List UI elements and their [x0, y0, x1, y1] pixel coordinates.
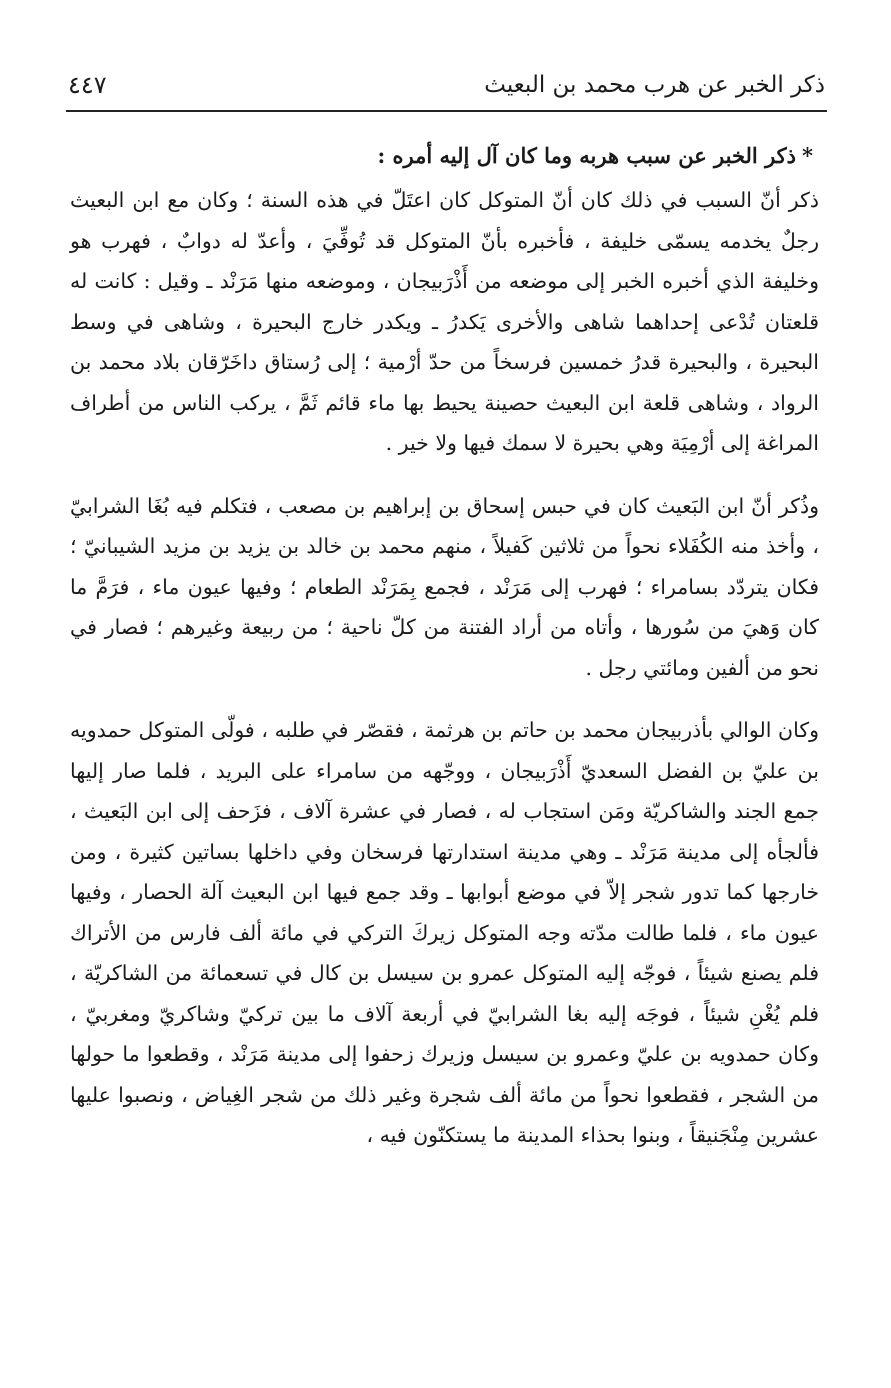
header-rule [66, 110, 827, 112]
asterisk-marker: * [802, 143, 813, 168]
page-number: ٤٤٧ [68, 71, 107, 99]
paragraph-3: وكان الوالي بأذربيجان محمد بن حاتم بن هرثمة ، فقصّر في طلبه ، فولّى المتوكل حمدويه بن عليّ بن الفضل السعديّ أَذْرَبيجان ، ووجّهه من سامراء على البريد ، فلما صار إليها جمع الجند والشاكريّة ومَن استجاب له ، فصار في عشرة آلاف ، فزَحف إلى ابن البَعيث ، فألجأه إلى مدينة مَرَنْد ـ وهي مدينة استدارتها فرسخان وفي داخلها بساتين كثيرة ، ومن خارجها كما تدور شجر إلاّ في موضع أبوابها ـ وقد جمع فيها ابن البعيث آلة الحصار ، وفيها عيون ماء ، فلما طالت مدّته وجه المتوكل زيركَ التركي في مائة ألف فارس من الأتراك فلم يصنع شيئاً ، فوجّه إليه المتوكل عمرو بن سيسل بن كال في تسعمائة من الشاكريّة ، فلم يُغْنِ شيئاً ، فوجَه إليه بغا الشرابيّ في أربعة آلاف ما بين تركيّ وشاكريّ ومغربيّ ، وكان حمدويه بن عليّ وعمرو بن سيسل وزيرك زحفوا إلى مدينة مَرَنْد ، وقطعوا ما حولها من الشجر ، فقطعوا نحواً من مائة ألف شجرة وغير ذلك من شجر الغِياض ، ونصبوا عليها عشرين مِنْجَنيقاً ، وبنوا بحذاء المدينة ما يستكنّون فيه ، [70, 718, 819, 1147]
chapter-running-title: ذكر الخبر عن هرب محمد بن البعيث [484, 72, 825, 98]
section-heading-text: ذكر الخبر عن سبب هربه وما كان آل إليه أمره : [377, 143, 797, 168]
paragraph-1: ذكر أنّ السبب في ذلك كان أنّ المتوكل كان اعتَلّ في هذه السنة ؛ وكان مع ابن البعيث رجلٌ يخدمه يسمّى خليفة ، فأخبره بأنّ المتوكل قد تُوفِّيَ ، وأعدّ له دوابٌ ، فهرب هو وخليفة الذي أخبره الخبر إلى موضعه من أَذْرَبيجان ، وموضعه منها مَرَنْد ـ وقيل : كانت له قلعتان تُدْعى إحداهما شاهى والأخرى يَكدرُ ـ ويكدر خارج البحيرة ، وشاهى في وسط البحيرة ، والبحيرة قدرُ خمسين فرسخاً من حدّ أرْمية ؛ إلى رُستاق داخَرّقان بلاد محمد بن الرواد ، وشاهى قلعة ابن البعيث حصينة يحيط بها ماء قائم ثَمَّ ، يركب الناس من أطراف المراغة إلى أرْمِيَة وهي بحيرة لا سمك فيها ولا خير . [70, 188, 819, 455]
paragraph-2: وذُكر أنّ ابن البَعيث كان في حبس إسحاق بن إبراهيم بن مصعب ، فتكلم فيه بُغَا الشرابيّ ، وأخذ منه الكُفَلاء نحواً من ثلاثين كَفيلاً ، منهم محمد بن خالد بن يزيد بن مزيد الشيبانيّ ؛ فكان يتردّد بسامراء ؛ فهرب إلى مَرَنْد ، فجمع بِمَرَنْد الطعام ؛ وفيها عيون ماء ، فرَمَّ ما كان وَهيَ من سُورها ، وأتاه من أراد الفتنة من كلّ ناحية ؛ من ربيعة وغيرهم ؛ فصار في نحو من ألفين ومائتي رجل . [70, 493, 819, 680]
running-header [68, 62, 825, 108]
body-text [70, 136, 819, 1156]
section-heading [70, 136, 813, 176]
